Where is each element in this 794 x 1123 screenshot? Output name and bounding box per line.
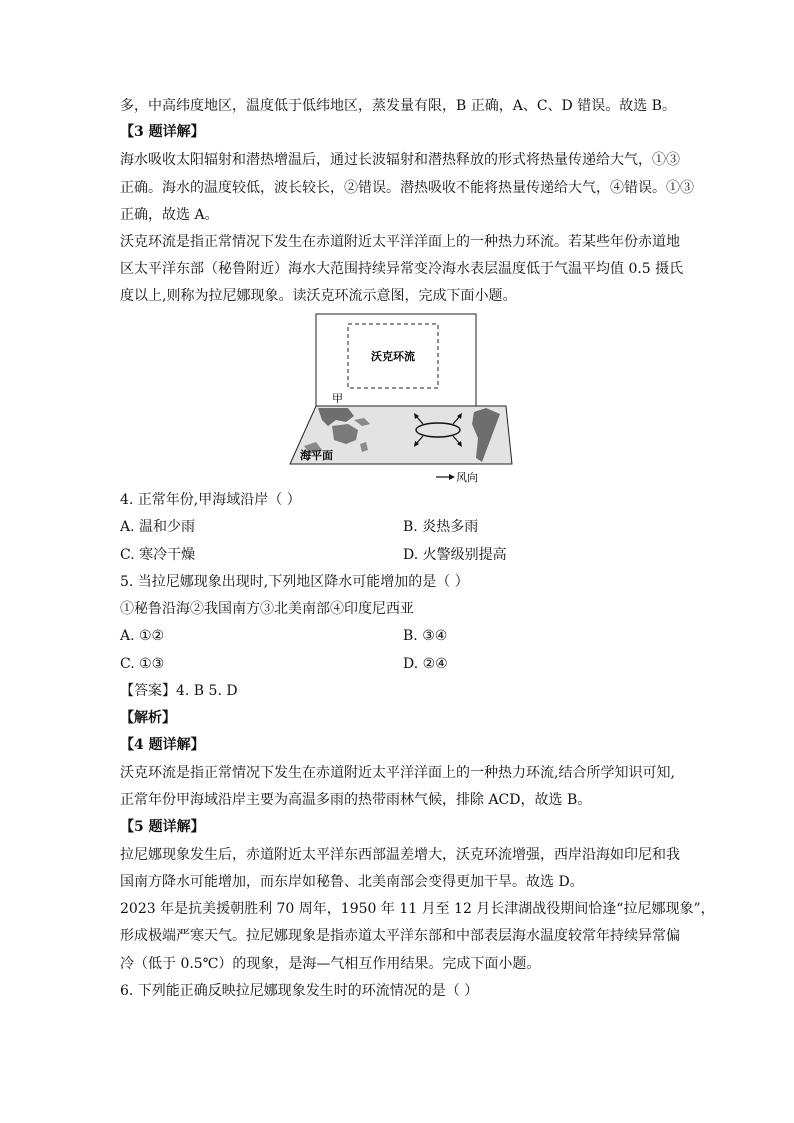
answer-line: 【答案】4. B 5. D (120, 683, 238, 699)
text-line: 区太平洋东部（秘鲁附近）海水大范围持续异常变冷海水表层温度低于气温平均值 0.5 摄氏 (120, 261, 684, 277)
walker-box-label: 沃克环流 (371, 350, 415, 363)
q4-detail-heading: 【4 题详解】 (120, 737, 205, 753)
walker-circulation-figure (288, 312, 513, 486)
text-line: 正确，故选 A。 (120, 207, 219, 223)
question-5-option-d: D. ②④ (403, 656, 448, 672)
text-line: 沃克环流是指正常情况下发生在赤道附近太平洋洋面上的一种热力环流。若某些年份赤道地 (120, 234, 680, 250)
question-5-stem: 5. 当拉尼娜现象出现时,下列地区降水可能增加的是（ ） (120, 574, 469, 590)
passage-line: 2023 年是抗美援朝胜利 70 周年，1950 年 11 月至 12 月长津湖战役期间恰逢“拉尼娜现象”， (120, 901, 715, 917)
question-4-option-b: B. 炎热多雨 (403, 519, 479, 535)
text-line: 度以上,则称为拉尼娜现象。读沃克环流示意图，完成下面小题。 (120, 288, 517, 304)
question-6-stem: 6. 下列能正确反映拉尼娜现象发生时的环流情况的是（ ） (120, 983, 479, 999)
text-line: 海水吸收太阳辐射和潜热增温后，通过长波辐射和潜热释放的形式将热量传递给大气，①③ (120, 152, 680, 168)
question-4-option-a: A. 温和少雨 (120, 519, 196, 535)
text-line: 正确。海水的温度较低，波长较长，②错误。潜热吸收不能将热量传递给大气，④错误。①③ (120, 180, 694, 196)
question-5-option-a: A. ①② (120, 628, 165, 644)
passage-line: 形成极端严寒天气。拉尼娜现象是指赤道太平洋东部和中部表层海水温度较常年持续异常偏 (120, 928, 680, 944)
question-4-option-c: C. 寒冷干燥 (120, 547, 196, 563)
wind-arrow-head (449, 474, 455, 480)
sea-level-label: 海平面 (300, 449, 333, 462)
question-5-option-c: C. ①③ (120, 656, 165, 672)
passage-line: 冷（低于 0.5℃）的现象，是海—气相互作用结果。完成下面小题。 (120, 956, 541, 972)
question-5-options-line: ①秘鲁沿海②我国南方③北美南部④印度尼西亚 (120, 601, 414, 617)
q4-detail-line: 正常年份甲海域沿岸主要为高温多雨的热带雨林气候，排除 ACD，故选 B。 (120, 792, 592, 808)
jia-label: 甲 (332, 392, 343, 405)
question-4-option-d: D. 火警级别提高 (403, 547, 507, 563)
section-heading: 【3 题详解】 (120, 124, 205, 140)
analysis-heading: 【解析】 (120, 710, 176, 726)
wind-direction-label: 风向 (456, 471, 478, 484)
q5-detail-line: 拉尼娜现象发生后，赤道附近太平洋东西部温差增大，沃克环流增强，西岸沿海如印尼和我 (120, 847, 680, 863)
walker-circulation-diagram (288, 312, 513, 486)
text-line: 多，中高纬度地区，温度低于低纬地区，蒸发量有限，B 正确，A、C、D 错误。故选 B。 (120, 98, 676, 114)
question-5-option-b: B. ③④ (403, 628, 448, 644)
q5-detail-line: 国南方降水可能增加，而东岸如秘鲁、北美南部会变得更加干旱。故选 D。 (120, 874, 584, 890)
q4-detail-line: 沃克环流是指正常情况下发生在赤道附近太平洋洋面上的一种热力环流,结合所学知识可知, (120, 765, 675, 781)
q5-detail-heading: 【5 题详解】 (120, 819, 205, 835)
question-4-stem: 4. 正常年份,甲海域沿岸（ ） (120, 492, 301, 508)
